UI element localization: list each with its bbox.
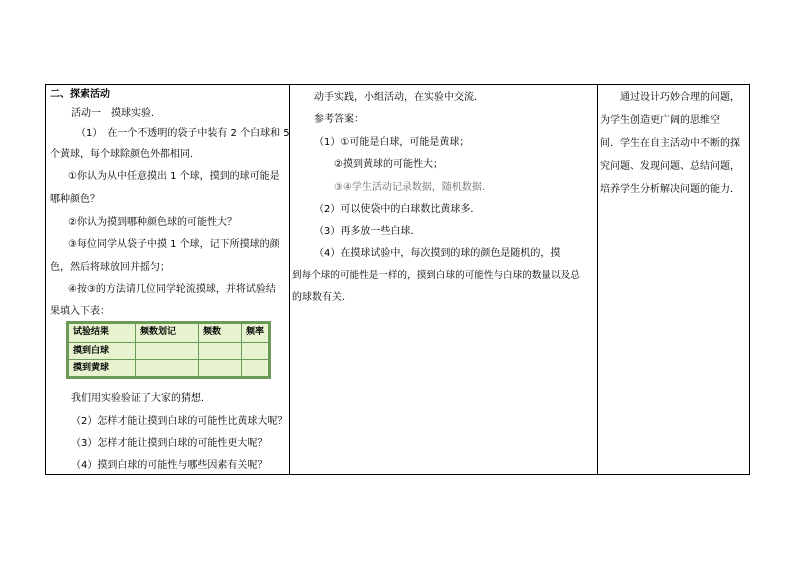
text-line: 为学生创造更广阔的思维空 — [600, 115, 720, 126]
table-header-row — [69, 324, 269, 343]
table-cell — [199, 343, 242, 360]
table-header-cell: 频数划记 — [136, 324, 199, 343]
text-line: 果填入下表： — [50, 306, 110, 317]
text-line: （2）可以使袋中的白球数比黄球多． — [314, 204, 481, 215]
table-cell — [136, 343, 199, 360]
text-line: ④按③的方法请几位同学轮流摸球，并将试验结 — [68, 284, 276, 295]
text-line: 动手实践，小组活动，在实验中交流． — [314, 92, 484, 103]
text-line: 活动一 摸球实验． — [71, 108, 161, 119]
table-cell — [199, 360, 242, 377]
text-line: 的球数有关． — [292, 292, 352, 303]
table-header-cell: 试验结果 — [69, 324, 136, 343]
lesson-table — [45, 84, 750, 475]
text-line: 到每个球的可能性是一样的，摸到白球的可能性与白球的数量以及总 — [292, 270, 580, 281]
section-heading: 二、探索活动 — [50, 89, 110, 100]
table-cell — [136, 360, 199, 377]
text-line: ①你认为从中任意摸出 1 个球，摸到的球可能是 — [68, 171, 280, 182]
text-line: （1）①可能是白球，可能是黄球； — [314, 137, 470, 148]
text-line: （4）在摸球试验中，每次摸到的球的颜色是随机的，摸 — [314, 248, 561, 259]
teacher-notes-column — [290, 85, 597, 474]
text-line: 色，然后将球放回并摇匀； — [50, 262, 170, 273]
text-line: （2）怎样才能让摸到白球的可能性比黄球大呢？ — [71, 416, 288, 427]
experiment-results-table — [66, 321, 271, 379]
text-line: 究问题、发现问题、总结问题， — [600, 161, 740, 172]
activity-column — [46, 85, 289, 474]
text-line: 培养学生分析解决问题的能力． — [600, 184, 740, 195]
text-line: 间．学生在自主活动中不断的探 — [600, 138, 740, 149]
table-row — [69, 360, 269, 377]
table-cell — [242, 360, 269, 377]
text-line: ③④学生活动记录数据，随机数据． — [334, 182, 492, 193]
text-line: 哪种颜色？ — [50, 194, 100, 205]
text-line: （3）再多放一些白球． — [314, 226, 421, 237]
text-line: （1） 在一个不透明的袋子中装有 2 个白球和 5 — [76, 128, 290, 139]
text-line: （3）怎样才能让摸到白球的可能性更大呢？ — [71, 438, 268, 449]
table-cell — [242, 343, 269, 360]
text-line: 个黄球，每个球除颜色外都相同． — [50, 149, 200, 160]
text-line: （4）摸到白球的可能性与哪些因素有关呢？ — [71, 460, 268, 471]
table-header-cell: 频率 — [242, 324, 269, 343]
text-line: 我们用实验验证了大家的猜想． — [71, 393, 211, 404]
text-line: 参考答案： — [314, 114, 364, 125]
text-line: ③每位同学从袋子中摸 1 个球，记下所摸球的颜 — [68, 239, 280, 250]
table-cell: 摸到白球 — [69, 343, 136, 360]
text-line: 通过设计巧妙合理的问题， — [620, 92, 740, 103]
design-intent-column — [598, 85, 749, 474]
table-row — [69, 343, 269, 360]
text-line: ②摸到黄球的可能性大； — [334, 159, 443, 170]
table-cell: 摸到黄球 — [69, 360, 136, 377]
table-header-cell: 频数 — [199, 324, 242, 343]
text-line: ②你认为摸到哪种颜色球的可能性大？ — [68, 217, 237, 228]
